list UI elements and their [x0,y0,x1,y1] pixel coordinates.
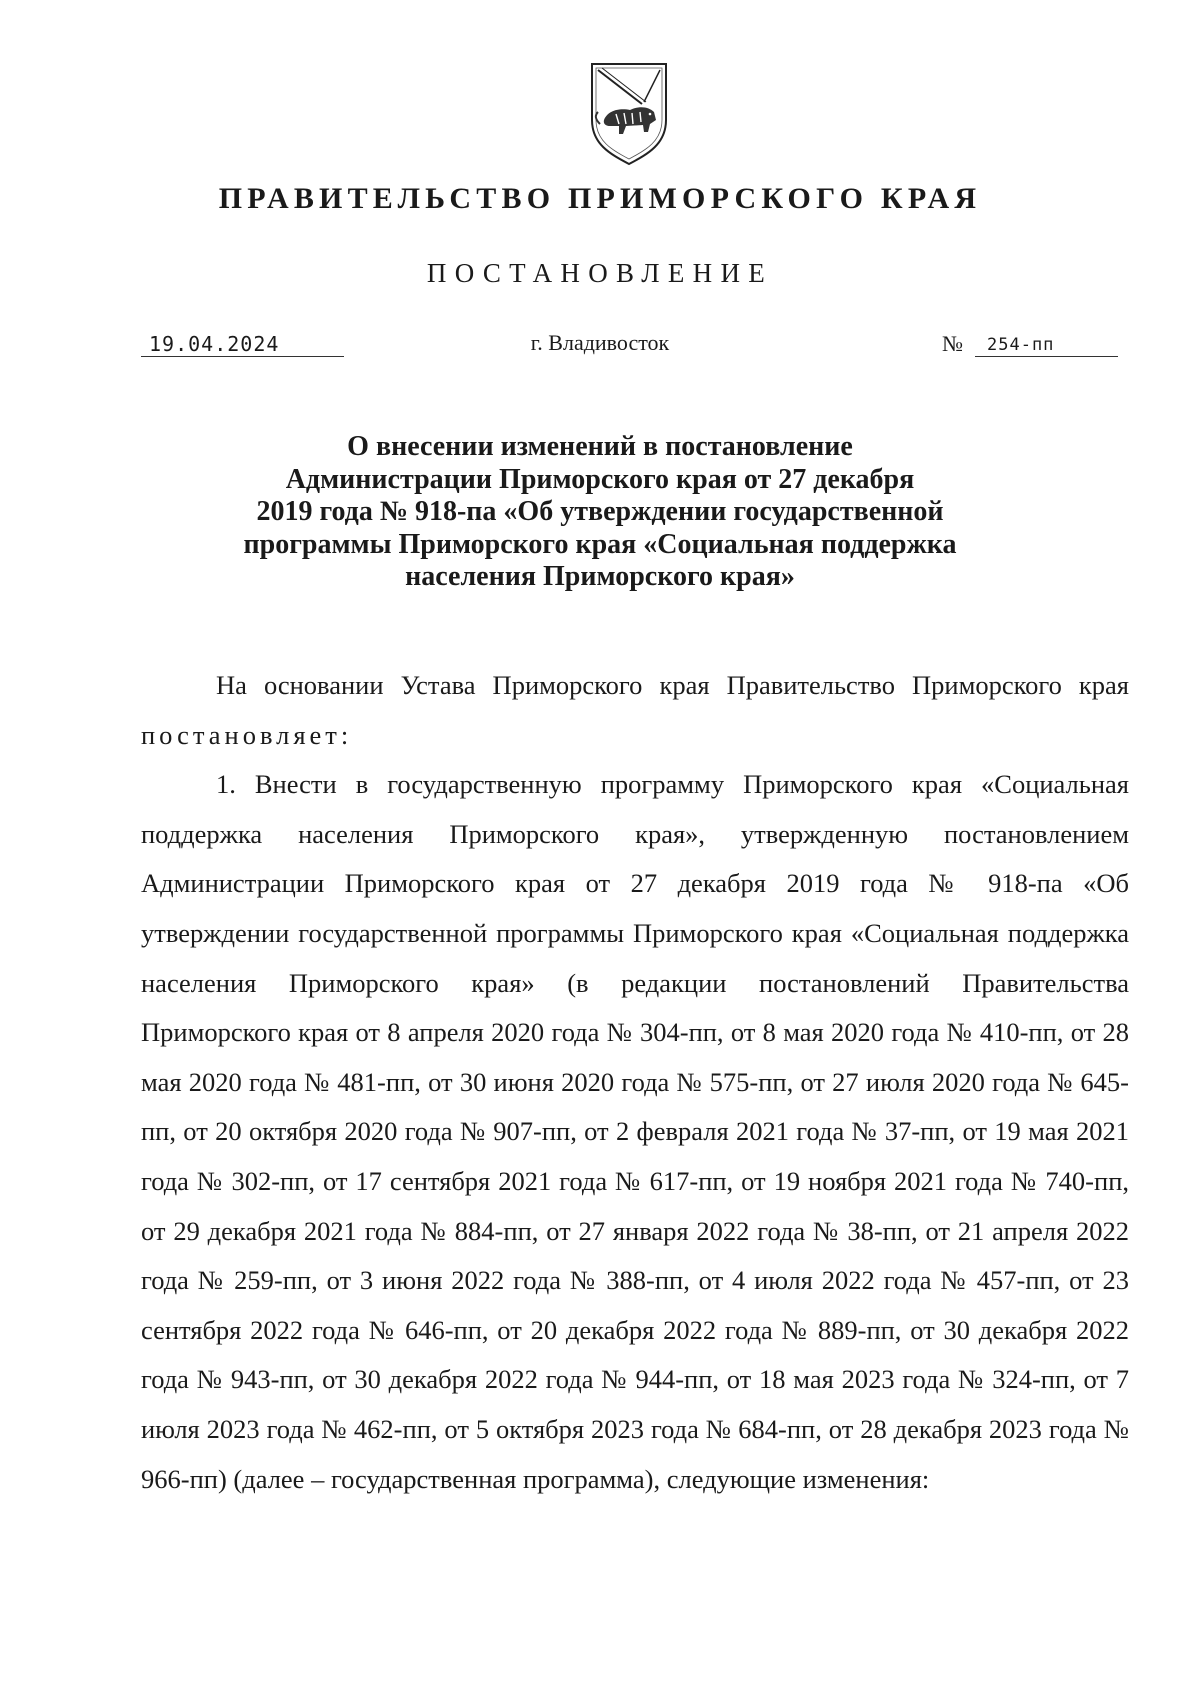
title-line: Администрации Приморского края от 27 декабря [285,463,915,495]
resolves-word: постановляет: [141,719,353,750]
preamble-paragraph [141,661,1129,760]
item-1-paragraph: 1. Внести в государственную программу Приморского края «Социальная поддержка населения Приморского края», утвержденную постановлением Администрации Приморского края от 27 декабря 2019 года № 918-па «Об утверждении государственной программы Приморского края «Социальная поддержка населения Приморского края» (в редакции постановлений Правительства Приморского края от 8 апреля 2020 года № 304-пп, от 8 мая 2020 года № 410-пп, от 28 мая 2020 года № 481-пп, от 30 июня 2020 года № 575-пп, от 27 июля 2020 года № 645-пп, от 20 октября 2020 года № 907-пп, от 2 февраля 2021 года № 37-пп, от 19 мая 2021 года № 302-пп, от 17 сентября 2021 года № 617-пп, от 19 ноября 2021 года № 740-пп, от 29 декабря 2021 года № 884-пп, от 27 января 2022 года № 38-пп, от 21 апреля 2022 года № 259-пп, от 3 июня 2022 года № 388-пп, от 4 июля 2022 года № 457-пп, от 23 сентября 2022 года № 646-пп, от 20 декабря 2022 года № 889-пп, от 30 декабря 2022 года № 943-пп, от 30 декабря 2022 года № 944-пп, от 18 мая 2023 года № 324-пп, от 7 июля 2023 года № 462-пп, от 5 октября 2023 года № 684-пп, от 28 декабря 2023 года № 966-пп) (далее – государственная программа), следующие изменения: [141,769,1129,1494]
document-number-block [942,332,1118,358]
number-sign: № [942,331,963,356]
document-number: 254-пп [975,334,1118,357]
document-title [220,431,980,594]
title-line: населения Приморского края» [405,561,795,592]
preamble-text: На основании Устава Приморского края Правительство Приморского края [216,670,1129,700]
document-city: г. Владивосток [530,330,670,355]
organization-name: ПРАВИТЕЛЬСТВО ПРИМОРСКОГО КРАЯ [218,182,982,215]
document-date: 19.04.2024 [141,332,344,357]
title-line: 2019 года № 918-па «Об утверждении государственной [256,496,944,527]
coat-of-arms-icon [586,58,672,168]
document-type: ПОСТАНОВЛЕНИЕ [426,258,774,288]
document-body [141,661,1129,1504]
title-line: программы Приморского края «Социальная поддержка [243,528,957,560]
title-line: О внесении изменений в постановление [347,431,853,462]
